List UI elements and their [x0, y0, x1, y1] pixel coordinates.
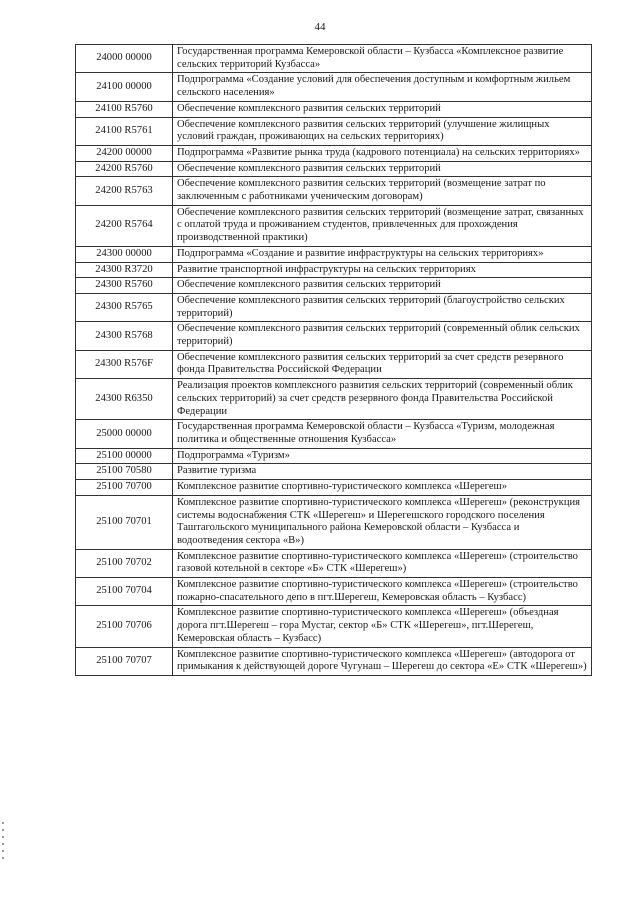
table-row	[76, 293, 592, 321]
classification-code: 24100 00000	[76, 73, 173, 101]
classification-code: 24000 00000	[76, 45, 173, 73]
table-row	[76, 647, 592, 675]
scan-margin-mark	[2, 822, 5, 872]
table-row	[76, 161, 592, 177]
classification-description: Подпрограмма «Развитие рынка труда (кадрового потенциала) на сельских территориях»	[173, 145, 592, 161]
classification-description: Обеспечение комплексного развития сельских территорий	[173, 101, 592, 117]
table-row	[76, 101, 592, 117]
table-row	[76, 322, 592, 350]
classification-description: Подпрограмма «Туризм»	[173, 448, 592, 464]
table-row	[76, 205, 592, 246]
table-row	[76, 45, 592, 73]
table-row	[76, 379, 592, 420]
classification-description: Обеспечение комплексного развития сельских территорий	[173, 278, 592, 294]
classification-description: Государственная программа Кемеровской области – Кузбасса «Туризм, молодежная политика и общественные отношения Кузбасса»	[173, 420, 592, 448]
classification-description: Комплексное развитие спортивно-туристического комплекса «Шерегеш» (объездная дорога пгт.Шерегеш – гора Мустаг, сектор «Б» СТК «Шерегеш», пгт.Шерегеш, Кемеровская область – Кузбасс)	[173, 606, 592, 647]
table-row	[76, 73, 592, 101]
classification-code: 24300 R5765	[76, 293, 173, 321]
classification-code: 24300 R5760	[76, 278, 173, 294]
classification-code: 25100 00000	[76, 448, 173, 464]
classification-code: 25100 70706	[76, 606, 173, 647]
classification-description: Обеспечение комплексного развития сельских территорий (современный облик сельских территорий)	[173, 322, 592, 350]
classification-description: Обеспечение комплексного развития сельских территорий (благоустройство сельских территорий)	[173, 293, 592, 321]
classification-description: Подпрограмма «Создание и развитие инфраструктуры на сельских территориях»	[173, 246, 592, 262]
table-row	[76, 117, 592, 145]
classification-code: 24200 R5760	[76, 161, 173, 177]
classification-description: Обеспечение комплексного развития сельских территорий	[173, 161, 592, 177]
table-row	[76, 464, 592, 480]
table-row	[76, 420, 592, 448]
table-row	[76, 606, 592, 647]
table-row	[76, 145, 592, 161]
classification-description: Обеспечение комплексного развития сельских территорий (возмещение затрат, связанных с оплатой труда и проживанием студентов, привлеченных для прохождения производственной практики)	[173, 205, 592, 246]
classification-description: Обеспечение комплексного развития сельских территорий (улучшение жилищных условий граждан, проживающих на сельских территориях)	[173, 117, 592, 145]
classification-code: 24200 R5763	[76, 177, 173, 205]
classification-code: 25100 70701	[76, 495, 173, 549]
classification-code: 25100 70704	[76, 578, 173, 606]
classification-code: 25100 70702	[76, 549, 173, 577]
classification-description: Государственная программа Кемеровской области – Кузбасса «Комплексное развитие сельских территорий Кузбасса»	[173, 45, 592, 73]
classification-code: 24200 R5764	[76, 205, 173, 246]
classification-description: Комплексное развитие спортивно-туристического комплекса «Шерегеш» (автодорога от примыкания к действующей дороге Чугунаш – Шерегеш до сектора «Е» СТК «Шерегеш»)	[173, 647, 592, 675]
table-row	[76, 177, 592, 205]
classification-code: 24200 00000	[76, 145, 173, 161]
classification-description: Обеспечение комплексного развития сельских территорий за счет средств резервного фонда Правительства Российской Федерации	[173, 350, 592, 378]
classification-description: Комплексное развитие спортивно-туристического комплекса «Шерегеш»	[173, 480, 592, 496]
page-number: 44	[314, 21, 326, 33]
classification-description: Комплексное развитие спортивно-туристического комплекса «Шерегеш» (реконструкция системы водоснабжения СТК «Шерегеш» и Шерегешского городского поселения Таштагольского муниципального района Кемеровской области – Кузбасса и водоотведения сектора «В»)	[173, 495, 592, 549]
table-body	[76, 45, 592, 676]
table-row	[76, 495, 592, 549]
classification-description: Комплексное развитие спортивно-туристического комплекса «Шерегеш» (строительство пожарно-спасательного депо в пгт.Шерегеш, Кемеровская область – Кузбасс)	[173, 578, 592, 606]
classification-description: Обеспечение комплексного развития сельских территорий (возмещение затрат по заключенным с работниками ученическим договорам)	[173, 177, 592, 205]
classification-code: 24300 R3720	[76, 262, 173, 278]
table-row	[76, 448, 592, 464]
table-row	[76, 480, 592, 496]
table-row	[76, 549, 592, 577]
classification-code: 24300 R5768	[76, 322, 173, 350]
classification-description: Подпрограмма «Создание условий для обеспечения доступным и комфортным жильем сельского населения»	[173, 73, 592, 101]
table-row	[76, 278, 592, 294]
classification-code: 25100 70580	[76, 464, 173, 480]
table-row	[76, 350, 592, 378]
budget-classification-table	[75, 44, 592, 676]
table-row	[76, 262, 592, 278]
classification-code: 24300 R576F	[76, 350, 173, 378]
classification-description: Комплексное развитие спортивно-туристического комплекса «Шерегеш» (строительство газовой котельной в секторе «Б» СТК «Шерегеш»)	[173, 549, 592, 577]
classification-description: Развитие туризма	[173, 464, 592, 480]
classification-code: 24100 R5761	[76, 117, 173, 145]
classification-code: 25100 70700	[76, 480, 173, 496]
classification-description: Развитие транспортной инфраструктуры на сельских территориях	[173, 262, 592, 278]
table-row	[76, 578, 592, 606]
classification-code: 25100 70707	[76, 647, 173, 675]
classification-code: 24300 R6350	[76, 379, 173, 420]
classification-description: Реализация проектов комплексного развития сельских территорий (современный облик сельских территорий) за счет средств резервного фонда Правительства Российской Федерации	[173, 379, 592, 420]
classification-code: 24300 00000	[76, 246, 173, 262]
classification-code: 25000 00000	[76, 420, 173, 448]
classification-code: 24100 R5760	[76, 101, 173, 117]
table-row	[76, 246, 592, 262]
